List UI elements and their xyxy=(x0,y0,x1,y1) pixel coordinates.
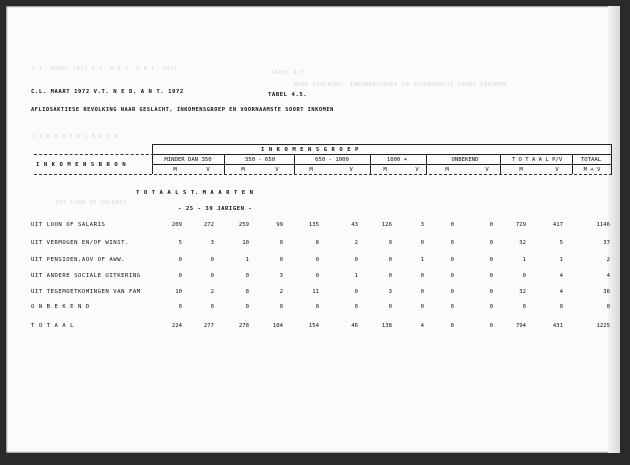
table-cell: 104 xyxy=(272,323,283,329)
scan-edge-shadow xyxy=(608,6,620,453)
table-right-border xyxy=(611,144,612,174)
table-cell: 37 xyxy=(603,240,610,246)
table-cell: 0 xyxy=(450,289,454,295)
row-label: UIT VERMOGEN EN/OF WINST. xyxy=(31,240,129,246)
table-cell: 126 xyxy=(381,222,392,228)
row-label: UIT LOON OF SALARIS xyxy=(31,222,106,228)
income-group-label: ONBEKEND xyxy=(451,157,479,163)
table-cell: 0 xyxy=(210,304,214,310)
table-cell: 0 xyxy=(450,323,454,329)
income-group-label: TOTAAL xyxy=(580,157,602,163)
table-cell: 36 xyxy=(603,289,610,295)
table-cell: 0 xyxy=(315,304,319,310)
table-cell: 272 xyxy=(203,222,214,228)
table-cell: 4 xyxy=(559,273,563,279)
col-separator xyxy=(224,154,225,174)
table-cell: 5 xyxy=(559,240,563,246)
income-group-header: I N K O M E N S G R O E P xyxy=(261,147,359,153)
ghost-row-header: I N K O M E N S B R O N xyxy=(32,134,118,140)
income-group-label: 650 - 1000 xyxy=(315,157,349,163)
subheader-v: V xyxy=(555,167,559,173)
table-cell: 154 xyxy=(308,323,319,329)
table-cell: 4 xyxy=(559,289,563,295)
table-cell: 8 xyxy=(315,240,319,246)
table-cell: 10 xyxy=(175,289,182,295)
table-cell: 10 xyxy=(242,240,249,246)
table-cell: 99 xyxy=(276,222,283,228)
income-group-label: MINDER DAN 350 xyxy=(164,157,212,163)
table-cell: 0 xyxy=(559,304,563,310)
subheader-m: M xyxy=(383,167,387,173)
table-left-border xyxy=(152,144,153,174)
section-title: T O T A A L S T. M A A R T E N xyxy=(136,190,254,196)
col-separator xyxy=(294,154,295,174)
table-cell: 0 xyxy=(210,273,214,279)
table-cell: 3 xyxy=(279,273,283,279)
table-cell: 259 xyxy=(238,222,249,228)
group-mid-line xyxy=(152,154,612,155)
col-separator xyxy=(370,154,371,174)
table-cell: 2 xyxy=(279,289,283,295)
ghost-row-label: UIT LOON OF SALARIS xyxy=(56,200,127,206)
col-separator xyxy=(500,154,501,174)
table-cell: 0 xyxy=(489,323,493,329)
income-group-label: 1000 + xyxy=(386,157,408,163)
table-label: TABEL 4.5. xyxy=(268,92,308,98)
subheader-m: M xyxy=(173,167,177,173)
table-cell: 0 xyxy=(489,240,493,246)
subheader-total: M + V xyxy=(583,167,601,173)
table-cell: 0 xyxy=(388,304,392,310)
table-cell: 1 xyxy=(522,257,526,263)
table-cell: 2 xyxy=(354,240,358,246)
group-top-line xyxy=(152,144,612,145)
table-cell: 0 xyxy=(279,257,283,263)
table-cell: 0 xyxy=(388,273,392,279)
table-cell: 8 xyxy=(245,289,249,295)
table-cell: 46 xyxy=(351,323,358,329)
table-cell: 277 xyxy=(203,323,214,329)
table-cell: 417 xyxy=(552,222,563,228)
table-cell: 2 xyxy=(210,289,214,295)
ghost-title: NAAR GESLACHT, INKOMENSGROEP EN VOORNAAMSTE SOORT INKOMEN xyxy=(294,82,507,88)
table-cell: 32 xyxy=(519,240,526,246)
table-cell: 0 xyxy=(489,289,493,295)
income-group-label: 350 - 650 xyxy=(244,157,276,163)
table-cell: 138 xyxy=(381,323,392,329)
table-cell: 4 xyxy=(420,323,424,329)
table-cell: 0 xyxy=(489,257,493,263)
table-cell: 0 xyxy=(420,273,424,279)
row-label: O N B E K E N D xyxy=(31,304,90,310)
table-cell: 0 xyxy=(315,273,319,279)
table-cell: 0 xyxy=(522,273,526,279)
source-line: C.L. MAART 1972 V.T. N E D. A N T. 1972 xyxy=(31,89,184,95)
table-cell: 0 xyxy=(245,273,249,279)
income-source-header: I N K O M E N S B R O N xyxy=(36,162,127,168)
table-cell: 1146 xyxy=(596,222,610,228)
table-cell: 0 xyxy=(178,304,182,310)
table-cell: 0 xyxy=(245,304,249,310)
table-cell: 4 xyxy=(606,273,610,279)
row-label: UIT TEGEMOETKOMINGEN VAN FAM xyxy=(31,289,141,295)
table-cell: 1 xyxy=(354,273,358,279)
table-cell: 0 xyxy=(420,289,424,295)
table-cell: 0 xyxy=(450,257,454,263)
table-cell: 0 xyxy=(420,240,424,246)
subheader-v: V xyxy=(485,167,489,173)
table-cell: 3 xyxy=(420,222,424,228)
row-label: UIT PENSIOEN,AOV OF AWW. xyxy=(31,257,126,263)
table-cell: 9 xyxy=(388,240,392,246)
col-separator xyxy=(426,154,427,174)
subheader-top-line xyxy=(152,164,612,165)
table-cell: 0 xyxy=(489,222,493,228)
subheader-v: V xyxy=(349,167,353,173)
subheader-m: M xyxy=(445,167,449,173)
table-cell: 0 xyxy=(354,289,358,295)
table-cell: 0 xyxy=(315,257,319,263)
subheader-m: M xyxy=(519,167,523,173)
table-cell: 431 xyxy=(552,323,563,329)
table-cell: 2 xyxy=(606,257,610,263)
table-cell: 11 xyxy=(312,289,319,295)
table-cell: 0 xyxy=(522,304,526,310)
ghost-source-line: C.L. MAART 1972 V.T. N E D. A N T. 1972 xyxy=(32,66,178,72)
table-cell: 0 xyxy=(279,240,283,246)
table-cell: 0 xyxy=(420,304,424,310)
table-cell: 135 xyxy=(308,222,319,228)
table-cell: 1 xyxy=(245,257,249,263)
table-cell: 0 xyxy=(210,257,214,263)
row-label: T O T A A L xyxy=(31,323,75,329)
table-cell: 0 xyxy=(388,257,392,263)
table-cell: 794 xyxy=(515,323,526,329)
ghost-table-label: TABEL 4.5. xyxy=(271,70,309,76)
table-cell: 0 xyxy=(354,304,358,310)
table-cell: 278 xyxy=(238,323,249,329)
age-group-label: - 25 - 39 JARIGEN - xyxy=(178,206,253,212)
table-cell: 1 xyxy=(559,257,563,263)
table-cell: 224 xyxy=(171,323,182,329)
table-cell: 0 xyxy=(279,304,283,310)
table-cell: 0 xyxy=(489,273,493,279)
table-cell: 32 xyxy=(519,289,526,295)
table-cell: 1 xyxy=(420,257,424,263)
table-cell: 209 xyxy=(171,222,182,228)
subheader-bottom-dash xyxy=(34,174,612,175)
table-cell: 0 xyxy=(450,273,454,279)
subheader-v: V xyxy=(275,167,279,173)
document-page xyxy=(6,6,620,453)
header-left-dash xyxy=(34,154,154,155)
table-cell: 5 xyxy=(178,240,182,246)
table-cell: 0 xyxy=(354,257,358,263)
subheader-m: M xyxy=(309,167,313,173)
subheader-m: M xyxy=(241,167,245,173)
table-cell: 3 xyxy=(210,240,214,246)
table-cell: 1225 xyxy=(596,323,610,329)
subheader-v: V xyxy=(415,167,419,173)
table-cell: 0 xyxy=(489,304,493,310)
row-label: UIT ANDERE SOCIALE UITKERING xyxy=(31,273,141,279)
table-cell: 0 xyxy=(178,273,182,279)
table-cell: 729 xyxy=(515,222,526,228)
table-cell: 0 xyxy=(450,222,454,228)
table-title: AFLIDSAKTIESE REVOLKING NAAR GESLACHT, INKOMENSGROEP EN VOORNAAMSTE SOORT INKOMEN xyxy=(31,107,334,113)
income-group-label: T O T A A L P/V xyxy=(511,157,563,163)
table-cell: 0 xyxy=(178,257,182,263)
table-cell: 0 xyxy=(450,240,454,246)
col-separator xyxy=(572,154,573,174)
table-cell: 0 xyxy=(450,304,454,310)
table-cell: 0 xyxy=(606,304,610,310)
table-cell: 43 xyxy=(351,222,358,228)
table-cell: 3 xyxy=(388,289,392,295)
subheader-v: V xyxy=(206,167,210,173)
